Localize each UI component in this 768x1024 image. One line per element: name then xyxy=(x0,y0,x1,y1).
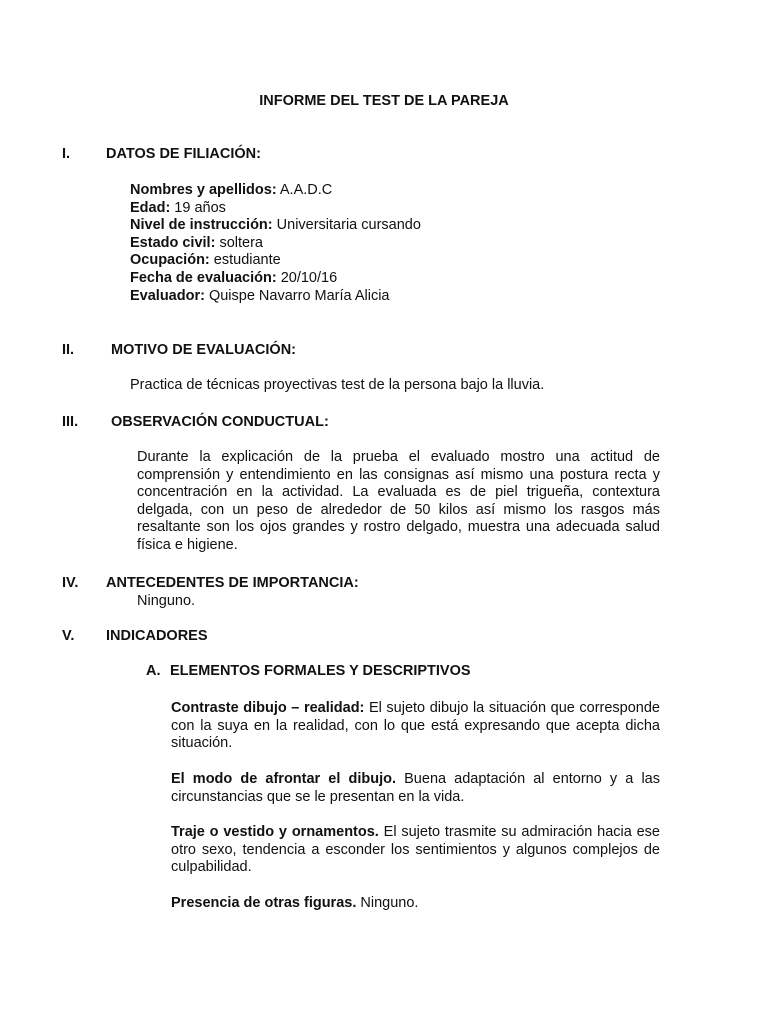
field-fecha-evaluacion xyxy=(130,270,337,288)
indicator-label: Presencia de otras figuras. xyxy=(171,895,357,911)
field-evaluador xyxy=(130,288,389,306)
field-value: Quispe Navarro María Alicia xyxy=(204,288,390,304)
section-2-number: II. xyxy=(62,342,75,358)
section-2-text: Practica de técnicas proyectivas test de la persona bajo la lluvia. xyxy=(130,377,545,393)
section-5-title: INDICADORES xyxy=(106,628,208,644)
field-value: 20/10/16 xyxy=(276,270,338,286)
section-4-text: Ninguno. xyxy=(137,593,196,609)
section-4-number: IV. xyxy=(62,575,79,591)
field-nombres xyxy=(130,182,332,200)
field-label: Edad: xyxy=(130,200,171,216)
indicator-text: El sujeto dibujo la situación que corresponde con la suya en la realidad, con lo que está expresando que acepta dicha situación. xyxy=(171,700,660,752)
section-3-title: OBSERVACIÓN CONDUCTUAL: xyxy=(111,414,329,430)
field-value: 19 años xyxy=(170,200,226,216)
section-2-title: MOTIVO DE EVALUACIÓN: xyxy=(111,342,297,358)
field-label: Evaluador: xyxy=(130,288,205,304)
field-value: estudiante xyxy=(209,252,281,268)
section-3-number: III. xyxy=(62,414,79,430)
indicator-label: Traje o vestido y ornamentos. xyxy=(171,824,379,840)
document-title: INFORME DEL TEST DE LA PAREJA xyxy=(259,93,509,109)
field-label: Fecha de evaluación: xyxy=(130,270,277,286)
indicator-text: Buena adaptación al entorno y a las circunstancias que se le presentan en la vida. xyxy=(171,771,660,805)
section-1-number: I. xyxy=(62,146,71,162)
field-value: Universitaria cursando xyxy=(272,217,421,233)
field-nivel-instruccion xyxy=(130,217,421,235)
subsection-a-letter: A. xyxy=(146,663,161,679)
indicator-traje xyxy=(171,824,660,877)
section-5-number: V. xyxy=(62,628,75,644)
subsection-a-title: ELEMENTOS FORMALES Y DESCRIPTIVOS xyxy=(170,663,471,679)
field-edad xyxy=(130,200,226,218)
field-value: A.A.D.C xyxy=(276,182,333,198)
indicator-label: El modo de afrontar el dibujo. xyxy=(171,771,397,787)
field-label: Nombres y apellidos: xyxy=(130,182,277,198)
field-estado-civil xyxy=(130,235,263,253)
field-ocupacion xyxy=(130,252,281,270)
section-4-title: ANTECEDENTES DE IMPORTANCIA: xyxy=(106,575,359,591)
indicator-label: Contraste dibujo – realidad: xyxy=(171,700,365,716)
indicator-text: Ninguno. xyxy=(356,895,419,911)
field-label: Estado civil: xyxy=(130,235,216,251)
indicator-otras-figuras xyxy=(171,895,418,913)
indicator-modo-afrontar xyxy=(171,771,660,806)
indicator-contraste xyxy=(171,700,660,753)
indicator-text: El sujeto trasmite su admiración hacia ese otro sexo, tendencia a esconder los sentimientos y algunos complejos de culpabilidad. xyxy=(171,824,660,876)
section-1-title: DATOS DE FILIACIÓN: xyxy=(106,146,261,162)
field-value: soltera xyxy=(215,235,263,251)
field-label: Ocupación: xyxy=(130,252,210,268)
field-label: Nivel de instrucción: xyxy=(130,217,273,233)
section-3-paragraph: Durante la explicación de la prueba el evaluado mostro una actitud de comprensión y entendimiento en las consignas así mismo una postura recta y concentración en la actividad. La evaluada es de piel trigueña, contextura delgada, con un peso de alrededor de 50 kilos así mismo los rasgos más resaltante son los ojos grandes y rostro delgado, muestra una adecuada salud física e higiene. xyxy=(137,449,660,553)
